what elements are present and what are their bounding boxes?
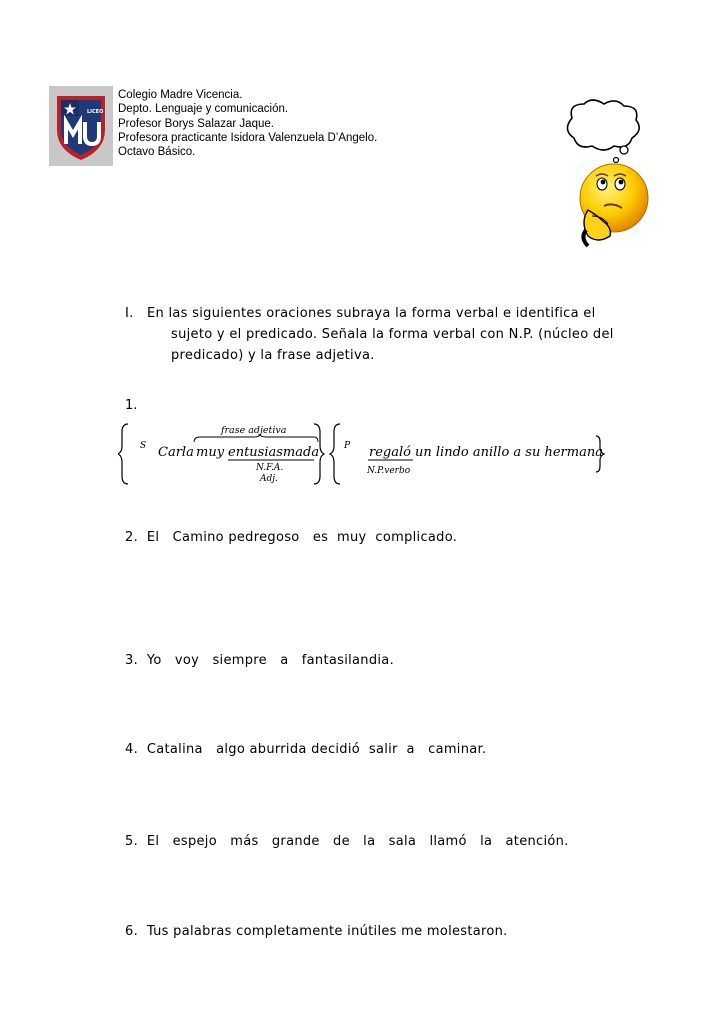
subject-word: muy (196, 445, 225, 460)
sentence-item: 2. El Camino pedregoso es muy complicado. (125, 530, 458, 545)
verb: regaló (369, 445, 411, 460)
adj-label: Adj. (260, 474, 278, 484)
sentence-item: 6. Tus palabras completamente inútiles me molestaron. (125, 924, 508, 939)
logo-badge-text: LICEO (87, 109, 104, 115)
header-line: Octavo Básico. (118, 146, 196, 159)
instructions-number: I. (125, 306, 134, 321)
instructions-line: En las siguientes oraciones subraya la forma verbal e identifica el (147, 306, 596, 321)
subject-tag: S (140, 441, 147, 451)
np-label: N.P.verbo (367, 466, 411, 476)
sentence-item: 4. Catalina algo aburrida decidió salir a caminar. (125, 742, 487, 757)
adj-phrase-label: frase adjetiva (221, 425, 287, 436)
header-line: Colegio Madre Vicencia. (118, 89, 243, 101)
subject-left-brace (118, 424, 128, 484)
thinking-face-icon (558, 98, 658, 248)
header-line: Profesora practicante Isidora Valenzuela D’Angelo. (118, 131, 378, 144)
instructions-line: sujeto y el predicado. Señala la forma verbal con N.P. (núcleo del (171, 327, 614, 342)
school-logo (49, 86, 113, 166)
predicate-rest: un lindo anillo a su hermana (415, 445, 603, 460)
school-header (118, 88, 377, 159)
header-line: Profesor Borys Salazar Jaque. (118, 117, 274, 130)
header-line: Depto. Lenguaje y comunicación. (118, 103, 289, 116)
subject-word: Carla (158, 445, 194, 460)
sentence-item: 3. Yo voy siempre a fantasilandia. (125, 653, 394, 668)
predicate-left-brace (330, 424, 340, 484)
sentence-item: 5. El espejo más grande de la sala llamó la atención. (125, 834, 569, 849)
instructions (125, 303, 665, 366)
example-diagram (118, 418, 618, 490)
subject-word: entusiasmada (228, 445, 320, 460)
instructions-line: predicado) y la frase adjetiva. (171, 348, 375, 363)
nfa-label: N.F.A. (256, 463, 284, 473)
predicate-tag: P (344, 441, 351, 451)
example-number: 1. (125, 398, 138, 413)
